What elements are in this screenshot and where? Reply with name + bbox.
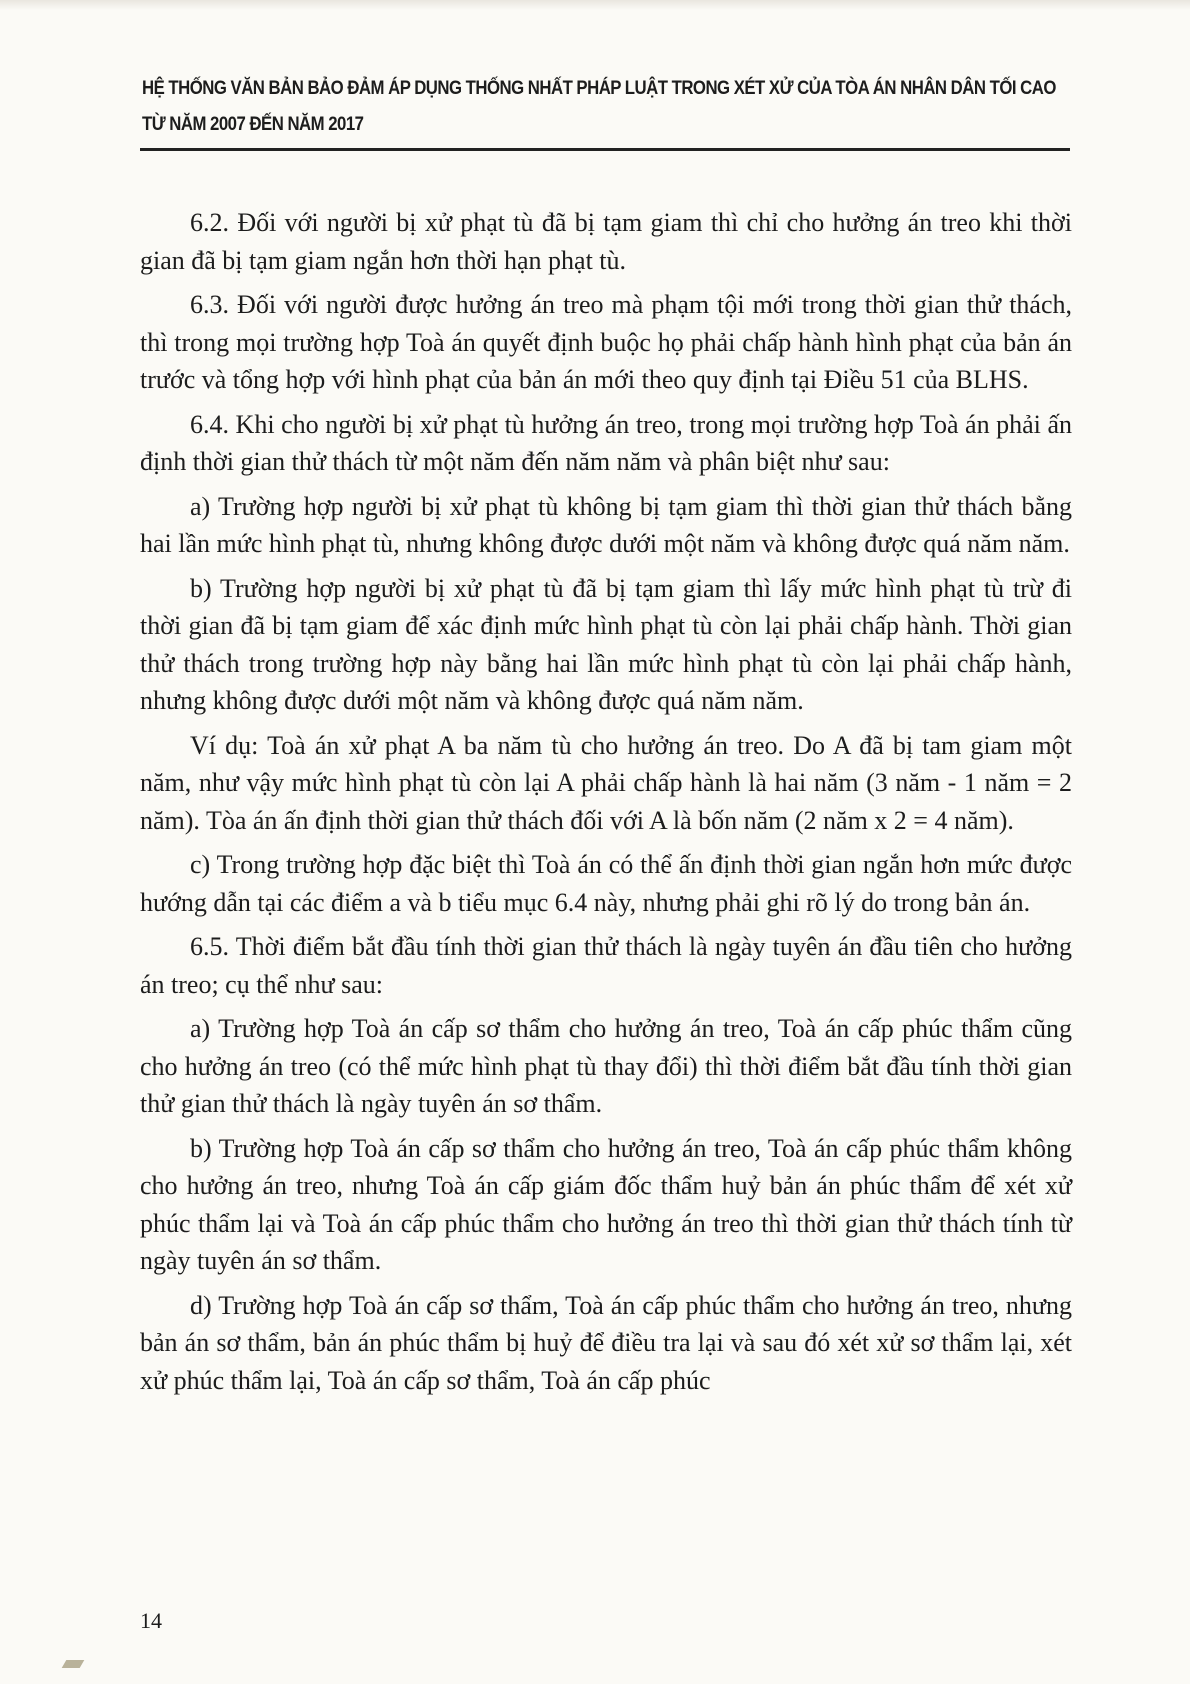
body-text	[140, 204, 1072, 1406]
paragraph-6-5-a: a) Trường hợp Toà án cấp sơ thẩm cho hưởng án treo, Toà án cấp phúc thẩm cũng cho hưởng án treo (có thể mức hình phạt tù thay đổi) thì thời điểm bắt đầu tính thời gian thử gian thử thách là ngày tuyên án sơ thẩm.	[140, 1014, 1072, 1118]
paragraph-example: Ví dụ: Toà án xử phạt A ba năm tù cho hưởng án treo. Do A đã bị tam giam một năm, như vậy mức hình phạt tù còn lại A phải chấp hành là hai năm (3 năm - 1 năm = 2 năm). Tòa án ấn định thời gian thử thách đối với A là bốn năm (2 năm x 2 = 4 năm).	[140, 730, 1072, 835]
paragraph-6-4-b: b) Trường hợp người bị xử phạt tù đã bị tạm giam thì lấy mức hình phạt tù trừ đi thời gian đã bị tạm giam để xác định mức hình phạt tù còn lại phải chấp hành. Thời gian thử thách trong trường hợp này bằng hai lần mức hình phạt tù còn lại phải chấp hành, nhưng không được dưới một năm và không được quá năm năm.	[140, 573, 1072, 715]
corner-mark	[62, 1660, 85, 1668]
paragraph-6-2: 6.2. Đối với người bị xử phạt tù đã bị tạm giam thì chỉ cho hưởng án treo khi thời gian đã bị tạm giam ngắn hơn thời hạn phạt tù.	[140, 208, 1072, 275]
paragraph-6-5-b: b) Trường hợp Toà án cấp sơ thẩm cho hưởng án treo, Toà án cấp phúc thẩm không cho hưởng án treo, nhưng Toà án cấp giám đốc thẩm huỷ bản án phúc thẩm để xét xử phúc thẩm lại và Toà án cấp phúc thẩm cho hưởng án treo thì thời gian thử thách tính từ ngày tuyên án sơ thẩm.	[140, 1133, 1072, 1275]
paragraph-6-4-a: a) Trường hợp người bị xử phạt tù không bị tạm giam thì thời gian thử thách bằng hai lần mức hình phạt tù, nhưng không được dưới một năm và không được quá năm năm.	[140, 491, 1072, 558]
paragraph-6-4-c: c) Trong trường hợp đặc biệt thì Toà án có thể ấn định thời gian ngắn hơn mức được hướng dẫn tại các điểm a và b tiểu mục 6.4 này, nhưng phải ghi rõ lý do trong bản án.	[140, 850, 1072, 917]
paragraph-6-3: 6.3. Đối với người được hưởng án treo mà phạm tội mới trong thời gian thử thách, thì trong mọi trường hợp Toà án quyết định buộc họ phải chấp hành hình phạt của bản án trước và tổng hợp với hình phạt của bản án mới theo quy định tại Điều 51 của BLHS.	[140, 290, 1072, 394]
paragraph-6-5: 6.5. Thời điểm bắt đầu tính thời gian thử thách là ngày tuyên án đầu tiên cho hưởng án treo; cụ thể như sau:	[140, 932, 1072, 999]
paragraph-6-5-d: d) Trường hợp Toà án cấp sơ thẩm, Toà án cấp phúc thẩm cho hưởng án treo, nhưng bản án sơ thẩm, bản án phúc thẩm bị huỷ để điều tra lại và sau đó xét xử sơ thẩm lại, xét xử phúc thẩm lại, Toà án cấp sơ thẩm, Toà án cấp phúc	[140, 1290, 1072, 1395]
header-line-1: HỆ THỐNG VĂN BẢN BẢO ĐẢM ÁP DỤNG THỐNG NHẤT PHÁP LUẬT TRONG XÉT XỬ CỦA TÒA ÁN NHÂN DÂN TỐI CAO	[142, 77, 1056, 99]
running-header	[142, 70, 1056, 142]
page-number: 14	[140, 1608, 162, 1633]
paragraph-6-4: 6.4. Khi cho người bị xử phạt tù hưởng án treo, trong mọi trường hợp Toà án phải ấn định thời gian thử thách từ một năm đến năm năm và phân biệt như sau:	[140, 409, 1072, 476]
page-top-edge	[0, 0, 1190, 10]
header-rule	[140, 148, 1070, 151]
header-line-2: TỪ NĂM 2007 ĐẾN NĂM 2017	[142, 113, 364, 135]
